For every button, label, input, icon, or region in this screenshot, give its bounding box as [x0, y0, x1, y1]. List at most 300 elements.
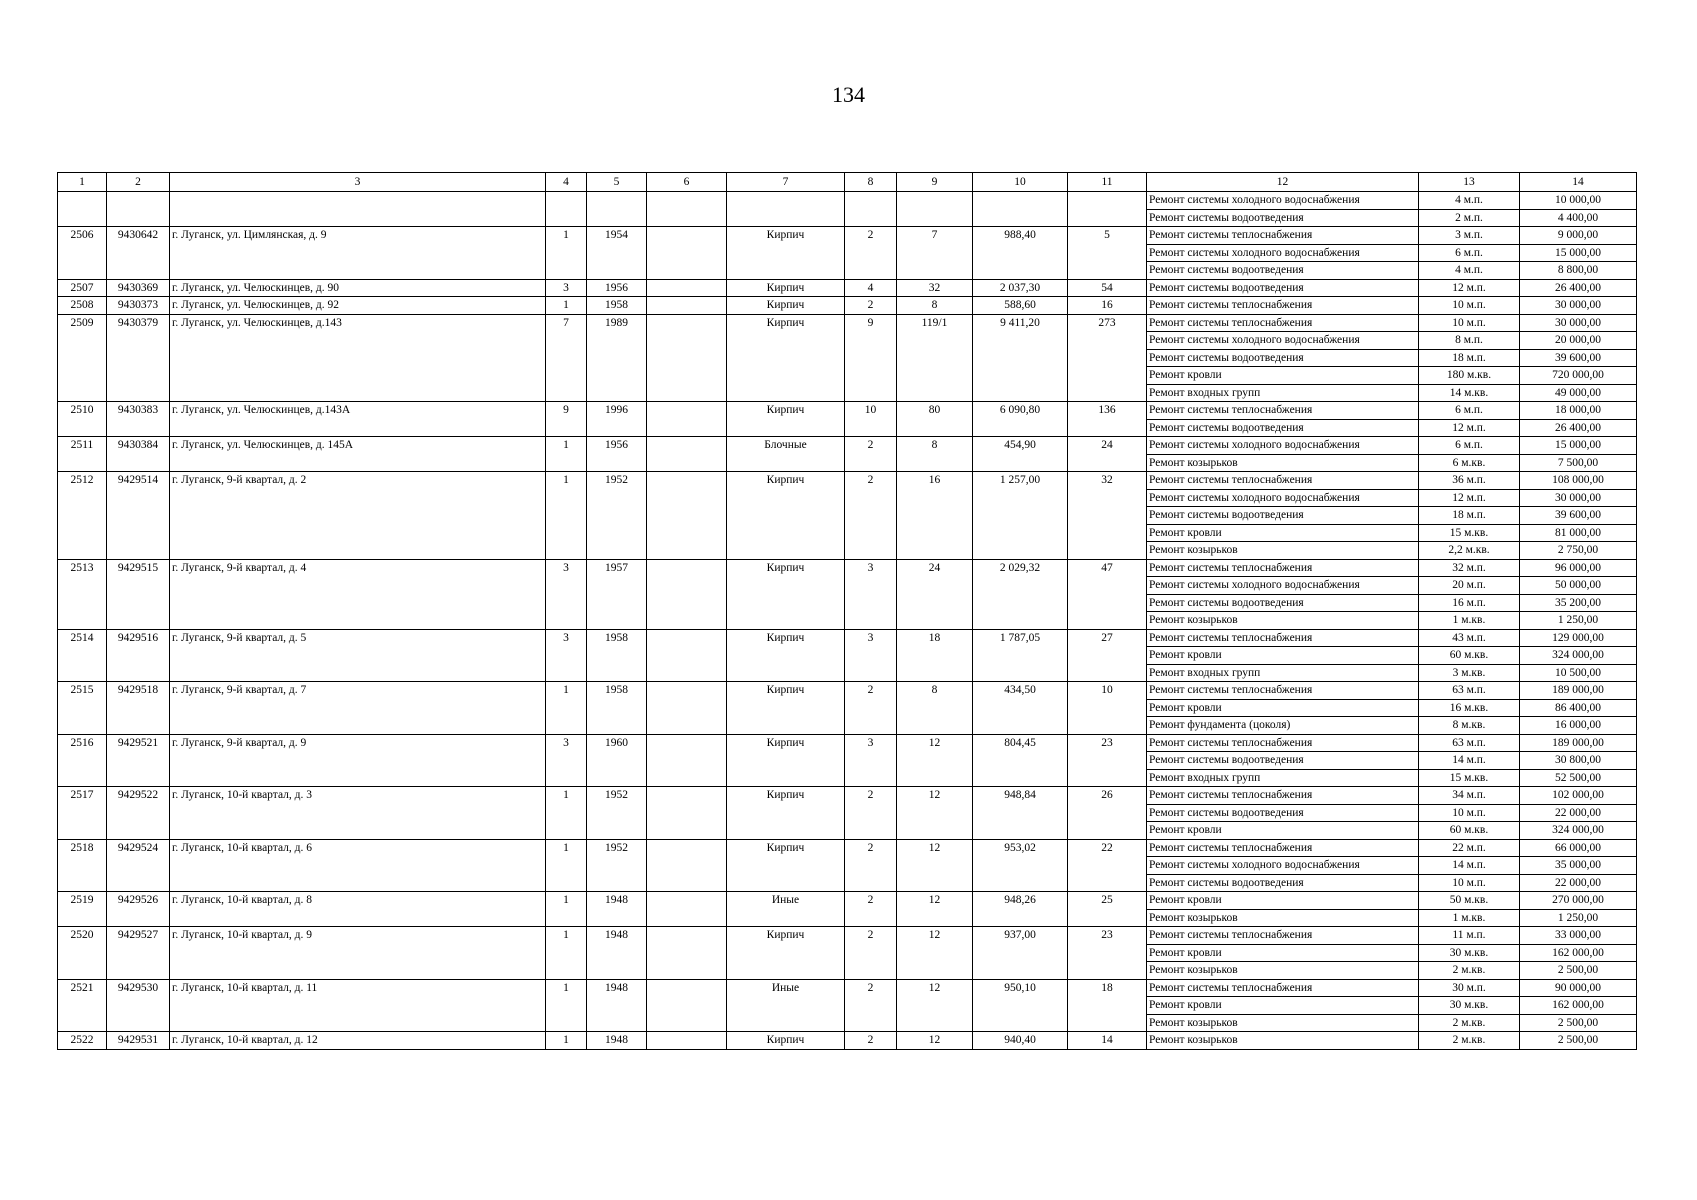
building-address: г. Луганск, 9-й квартал, д. 5	[170, 629, 546, 682]
record-number: 2513	[58, 559, 107, 629]
work-volume: 20 м.п.	[1419, 577, 1520, 595]
record-number: 2515	[58, 682, 107, 735]
work-type: Ремонт фундамента (цоколя)	[1147, 717, 1419, 735]
column-header: 8	[845, 173, 897, 192]
column-8-value: 2	[845, 1032, 897, 1050]
column-8-value: 2	[845, 787, 897, 840]
record-number: 2517	[58, 787, 107, 840]
building-area: 950,10	[973, 979, 1068, 1032]
work-cost: 30 000,00	[1520, 314, 1637, 332]
work-volume: 2 м.кв.	[1419, 1032, 1520, 1050]
work-cost: 52 500,00	[1520, 769, 1637, 787]
building-address: г. Луганск, ул. Челюскинцев, д. 145А	[170, 437, 546, 472]
building-address	[170, 192, 546, 227]
column-8-value	[845, 192, 897, 227]
work-volume: 14 м.п.	[1419, 857, 1520, 875]
work-type: Ремонт системы водоотведения	[1147, 279, 1419, 297]
work-cost: 189 000,00	[1520, 682, 1637, 700]
column-header: 12	[1147, 173, 1419, 192]
column-6-value	[647, 979, 727, 1032]
work-cost: 33 000,00	[1520, 927, 1637, 945]
building-code: 9429526	[107, 892, 170, 927]
work-cost: 26 400,00	[1520, 279, 1637, 297]
column-4-value: 1	[546, 297, 587, 315]
work-type: Ремонт системы водоотведения	[1147, 419, 1419, 437]
column-header: 7	[727, 173, 845, 192]
column-4-value: 1	[546, 927, 587, 980]
work-volume: 3 м.кв.	[1419, 664, 1520, 682]
construction-year: 1958	[587, 682, 647, 735]
building-code: 9429518	[107, 682, 170, 735]
column-11-value: 18	[1068, 979, 1147, 1032]
column-4-value: 1	[546, 979, 587, 1032]
column-11-value: 273	[1068, 314, 1147, 402]
work-volume: 3 м.п.	[1419, 227, 1520, 245]
work-volume: 10 м.п.	[1419, 804, 1520, 822]
column-4-value: 1	[546, 227, 587, 280]
building-code: 9429527	[107, 927, 170, 980]
building-area: 988,40	[973, 227, 1068, 280]
work-volume: 34 м.п.	[1419, 787, 1520, 805]
work-volume: 1 м.кв.	[1419, 612, 1520, 630]
work-type: Ремонт системы теплоснабжения	[1147, 839, 1419, 857]
record-number: 2518	[58, 839, 107, 892]
column-11-value: 14	[1068, 1032, 1147, 1050]
wall-material: Кирпич	[727, 402, 845, 437]
work-type: Ремонт системы теплоснабжения	[1147, 629, 1419, 647]
work-volume: 1 м.кв.	[1419, 909, 1520, 927]
record-number: 2519	[58, 892, 107, 927]
work-volume: 2 м.п.	[1419, 209, 1520, 227]
column-9-value: 80	[897, 402, 973, 437]
column-8-value: 3	[845, 629, 897, 682]
construction-year: 1958	[587, 297, 647, 315]
column-9-value: 8	[897, 297, 973, 315]
wall-material: Кирпич	[727, 787, 845, 840]
work-volume: 8 м.кв.	[1419, 717, 1520, 735]
building-code	[107, 192, 170, 227]
work-cost: 16 000,00	[1520, 717, 1637, 735]
work-type: Ремонт системы холодного водоснабжения	[1147, 857, 1419, 875]
construction-year: 1956	[587, 437, 647, 472]
building-code: 9429515	[107, 559, 170, 629]
work-type: Ремонт кровли	[1147, 699, 1419, 717]
building-address: г. Луганск, ул. Челюскинцев, д. 90	[170, 279, 546, 297]
column-6-value	[647, 892, 727, 927]
construction-year: 1952	[587, 787, 647, 840]
work-volume: 30 м.п.	[1419, 979, 1520, 997]
work-cost: 96 000,00	[1520, 559, 1637, 577]
column-8-value: 2	[845, 472, 897, 560]
work-type: Ремонт системы теплоснабжения	[1147, 559, 1419, 577]
column-9-value: 18	[897, 629, 973, 682]
building-code: 9429516	[107, 629, 170, 682]
column-9-value: 8	[897, 437, 973, 472]
construction-year: 1960	[587, 734, 647, 787]
building-area: 1 787,05	[973, 629, 1068, 682]
work-volume: 32 м.п.	[1419, 559, 1520, 577]
work-volume: 6 м.п.	[1419, 437, 1520, 455]
construction-year: 1956	[587, 279, 647, 297]
work-volume: 10 м.п.	[1419, 297, 1520, 315]
column-6-value	[647, 402, 727, 437]
column-6-value	[647, 1032, 727, 1050]
column-6-value	[647, 279, 727, 297]
work-type: Ремонт системы теплоснабжения	[1147, 402, 1419, 420]
table-row	[58, 192, 1637, 210]
work-type: Ремонт системы холодного водоснабжения	[1147, 192, 1419, 210]
work-cost: 20 000,00	[1520, 332, 1637, 350]
construction-year: 1948	[587, 1032, 647, 1050]
column-11-value: 23	[1068, 734, 1147, 787]
wall-material: Иные	[727, 979, 845, 1032]
work-cost: 15 000,00	[1520, 244, 1637, 262]
building-area: 1 257,00	[973, 472, 1068, 560]
work-volume: 18 м.п.	[1419, 507, 1520, 525]
column-11-value: 54	[1068, 279, 1147, 297]
building-code: 9430369	[107, 279, 170, 297]
construction-year	[587, 192, 647, 227]
building-address: г. Луганск, 10-й квартал, д. 12	[170, 1032, 546, 1050]
column-4-value: 1	[546, 787, 587, 840]
work-volume: 30 м.кв.	[1419, 944, 1520, 962]
work-volume: 6 м.п.	[1419, 244, 1520, 262]
building-address: г. Луганск, ул. Челюскинцев, д.143	[170, 314, 546, 402]
building-address: г. Луганск, ул. Цимлянская, д. 9	[170, 227, 546, 280]
wall-material: Кирпич	[727, 314, 845, 402]
work-cost: 26 400,00	[1520, 419, 1637, 437]
record-number: 2509	[58, 314, 107, 402]
work-cost: 30 000,00	[1520, 297, 1637, 315]
work-type: Ремонт входных групп	[1147, 384, 1419, 402]
column-4-value: 3	[546, 279, 587, 297]
column-9-value: 32	[897, 279, 973, 297]
table-row	[58, 927, 1637, 945]
work-volume: 6 м.п.	[1419, 402, 1520, 420]
work-type: Ремонт входных групп	[1147, 769, 1419, 787]
record-number: 2508	[58, 297, 107, 315]
column-number-row	[58, 173, 1637, 192]
work-cost: 129 000,00	[1520, 629, 1637, 647]
record-number: 2511	[58, 437, 107, 472]
work-type: Ремонт системы водоотведения	[1147, 874, 1419, 892]
construction-year: 1952	[587, 839, 647, 892]
building-area: 804,45	[973, 734, 1068, 787]
column-11-value: 27	[1068, 629, 1147, 682]
work-volume: 14 м.п.	[1419, 752, 1520, 770]
building-address: г. Луганск, 10-й квартал, д. 8	[170, 892, 546, 927]
work-type: Ремонт кровли	[1147, 822, 1419, 840]
column-6-value	[647, 297, 727, 315]
work-volume: 18 м.п.	[1419, 349, 1520, 367]
work-type: Ремонт козырьков	[1147, 542, 1419, 560]
column-header: 2	[107, 173, 170, 192]
column-8-value: 2	[845, 297, 897, 315]
record-number	[58, 192, 107, 227]
column-9-value: 7	[897, 227, 973, 280]
work-type: Ремонт козырьков	[1147, 1032, 1419, 1050]
work-type: Ремонт системы водоотведения	[1147, 507, 1419, 525]
wall-material: Кирпич	[727, 297, 845, 315]
column-4-value: 3	[546, 734, 587, 787]
building-address: г. Луганск, 9-й квартал, д. 9	[170, 734, 546, 787]
column-8-value: 3	[845, 559, 897, 629]
column-6-value	[647, 927, 727, 980]
record-number: 2506	[58, 227, 107, 280]
construction-year: 1996	[587, 402, 647, 437]
building-address: г. Луганск, 10-й квартал, д. 11	[170, 979, 546, 1032]
work-cost: 720 000,00	[1520, 367, 1637, 385]
work-cost: 2 750,00	[1520, 542, 1637, 560]
column-6-value	[647, 437, 727, 472]
work-cost: 66 000,00	[1520, 839, 1637, 857]
work-cost: 15 000,00	[1520, 437, 1637, 455]
work-type: Ремонт системы холодного водоснабжения	[1147, 437, 1419, 455]
column-9-value: 8	[897, 682, 973, 735]
building-address: г. Луганск, ул. Челюскинцев, д. 92	[170, 297, 546, 315]
column-header: 14	[1520, 173, 1637, 192]
wall-material: Блочные	[727, 437, 845, 472]
building-code: 9430384	[107, 437, 170, 472]
column-header: 3	[170, 173, 546, 192]
building-area: 434,50	[973, 682, 1068, 735]
record-number: 2507	[58, 279, 107, 297]
column-6-value	[647, 734, 727, 787]
column-8-value: 2	[845, 227, 897, 280]
work-type: Ремонт системы теплоснабжения	[1147, 979, 1419, 997]
work-cost: 324 000,00	[1520, 822, 1637, 840]
column-8-value: 10	[845, 402, 897, 437]
building-area: 2 037,30	[973, 279, 1068, 297]
work-cost: 2 500,00	[1520, 1014, 1637, 1032]
column-9-value: 119/1	[897, 314, 973, 402]
column-9-value: 12	[897, 892, 973, 927]
column-4-value: 3	[546, 559, 587, 629]
wall-material: Кирпич	[727, 682, 845, 735]
column-8-value: 2	[845, 839, 897, 892]
column-11-value: 24	[1068, 437, 1147, 472]
table-row	[58, 297, 1637, 315]
work-type: Ремонт козырьков	[1147, 454, 1419, 472]
column-4-value: 1	[546, 892, 587, 927]
work-volume: 4 м.п.	[1419, 192, 1520, 210]
building-area: 953,02	[973, 839, 1068, 892]
building-area: 937,00	[973, 927, 1068, 980]
work-volume: 63 м.п.	[1419, 734, 1520, 752]
column-9-value: 12	[897, 927, 973, 980]
work-type: Ремонт кровли	[1147, 892, 1419, 910]
work-volume: 50 м.кв.	[1419, 892, 1520, 910]
work-cost: 90 000,00	[1520, 979, 1637, 997]
work-cost: 30 000,00	[1520, 489, 1637, 507]
construction-year: 1957	[587, 559, 647, 629]
column-6-value	[647, 787, 727, 840]
work-type: Ремонт системы водоотведения	[1147, 804, 1419, 822]
table-row	[58, 227, 1637, 245]
work-cost: 8 800,00	[1520, 262, 1637, 280]
building-code: 9429522	[107, 787, 170, 840]
construction-year: 1952	[587, 472, 647, 560]
construction-year: 1954	[587, 227, 647, 280]
column-4-value: 1	[546, 839, 587, 892]
work-cost: 2 500,00	[1520, 962, 1637, 980]
work-volume: 14 м.кв.	[1419, 384, 1520, 402]
column-header: 1	[58, 173, 107, 192]
table-row	[58, 402, 1637, 420]
construction-year: 1989	[587, 314, 647, 402]
work-type: Ремонт системы теплоснабжения	[1147, 682, 1419, 700]
column-9-value	[897, 192, 973, 227]
column-9-value: 16	[897, 472, 973, 560]
column-8-value: 3	[845, 734, 897, 787]
column-8-value: 4	[845, 279, 897, 297]
column-11-value: 136	[1068, 402, 1147, 437]
column-11-value: 23	[1068, 927, 1147, 980]
record-number: 2520	[58, 927, 107, 980]
building-code: 9429524	[107, 839, 170, 892]
column-6-value	[647, 314, 727, 402]
work-type: Ремонт системы водоотведения	[1147, 209, 1419, 227]
work-volume: 22 м.п.	[1419, 839, 1520, 857]
column-9-value: 12	[897, 979, 973, 1032]
building-area	[973, 192, 1068, 227]
work-volume: 60 м.кв.	[1419, 822, 1520, 840]
work-type: Ремонт системы холодного водоснабжения	[1147, 577, 1419, 595]
column-8-value: 2	[845, 892, 897, 927]
work-type: Ремонт системы холодного водоснабжения	[1147, 244, 1419, 262]
building-code: 9429521	[107, 734, 170, 787]
column-11-value	[1068, 192, 1147, 227]
column-8-value: 2	[845, 979, 897, 1032]
work-type: Ремонт системы теплоснабжения	[1147, 227, 1419, 245]
work-volume: 8 м.п.	[1419, 332, 1520, 350]
work-type: Ремонт кровли	[1147, 647, 1419, 665]
column-6-value	[647, 682, 727, 735]
work-type: Ремонт кровли	[1147, 367, 1419, 385]
table-row	[58, 787, 1637, 805]
work-type: Ремонт системы водоотведения	[1147, 752, 1419, 770]
column-6-value	[647, 559, 727, 629]
work-cost: 35 200,00	[1520, 594, 1637, 612]
table-row	[58, 314, 1637, 332]
column-11-value: 10	[1068, 682, 1147, 735]
work-cost: 10 000,00	[1520, 192, 1637, 210]
work-volume: 10 м.п.	[1419, 874, 1520, 892]
table-row	[58, 472, 1637, 490]
column-header: 10	[973, 173, 1068, 192]
table-row	[58, 682, 1637, 700]
building-area: 948,26	[973, 892, 1068, 927]
work-cost: 162 000,00	[1520, 944, 1637, 962]
work-cost: 22 000,00	[1520, 874, 1637, 892]
building-area: 588,60	[973, 297, 1068, 315]
work-volume: 12 м.п.	[1419, 279, 1520, 297]
work-cost: 86 400,00	[1520, 699, 1637, 717]
work-type: Ремонт козырьков	[1147, 962, 1419, 980]
column-6-value	[647, 192, 727, 227]
wall-material: Кирпич	[727, 927, 845, 980]
work-type: Ремонт системы теплоснабжения	[1147, 734, 1419, 752]
column-4-value: 1	[546, 1032, 587, 1050]
work-cost: 35 000,00	[1520, 857, 1637, 875]
work-cost: 39 600,00	[1520, 349, 1637, 367]
column-6-value	[647, 839, 727, 892]
column-4-value: 7	[546, 314, 587, 402]
table-row	[58, 559, 1637, 577]
column-11-value: 47	[1068, 559, 1147, 629]
work-type: Ремонт кровли	[1147, 944, 1419, 962]
building-code: 9430379	[107, 314, 170, 402]
work-volume: 15 м.кв.	[1419, 769, 1520, 787]
column-4-value: 1	[546, 437, 587, 472]
building-code: 9430383	[107, 402, 170, 437]
work-type: Ремонт козырьков	[1147, 612, 1419, 630]
column-header: 11	[1068, 173, 1147, 192]
building-area: 2 029,32	[973, 559, 1068, 629]
wall-material: Кирпич	[727, 472, 845, 560]
work-cost: 50 000,00	[1520, 577, 1637, 595]
work-volume: 2 м.кв.	[1419, 1014, 1520, 1032]
work-cost: 2 500,00	[1520, 1032, 1637, 1050]
table-row	[58, 979, 1637, 997]
wall-material: Иные	[727, 892, 845, 927]
record-number: 2512	[58, 472, 107, 560]
work-volume: 180 м.кв.	[1419, 367, 1520, 385]
work-type: Ремонт системы водоотведения	[1147, 349, 1419, 367]
construction-year: 1948	[587, 892, 647, 927]
building-area: 6 090,80	[973, 402, 1068, 437]
column-9-value: 12	[897, 839, 973, 892]
record-number: 2521	[58, 979, 107, 1032]
building-address: г. Луганск, ул. Челюскинцев, д.143А	[170, 402, 546, 437]
work-volume: 10 м.п.	[1419, 314, 1520, 332]
column-header: 4	[546, 173, 587, 192]
column-4-value: 9	[546, 402, 587, 437]
building-area: 940,40	[973, 1032, 1068, 1050]
work-cost: 1 250,00	[1520, 612, 1637, 630]
wall-material: Кирпич	[727, 734, 845, 787]
work-type: Ремонт системы теплоснабжения	[1147, 787, 1419, 805]
table-body	[58, 192, 1637, 1050]
repair-program-table	[57, 172, 1637, 1050]
column-11-value: 22	[1068, 839, 1147, 892]
work-volume: 60 м.кв.	[1419, 647, 1520, 665]
table-row	[58, 1032, 1637, 1050]
wall-material: Кирпич	[727, 279, 845, 297]
work-volume: 2 м.кв.	[1419, 962, 1520, 980]
work-cost: 108 000,00	[1520, 472, 1637, 490]
work-cost: 4 400,00	[1520, 209, 1637, 227]
work-volume: 16 м.п.	[1419, 594, 1520, 612]
wall-material: Кирпич	[727, 227, 845, 280]
table-row	[58, 734, 1637, 752]
work-type: Ремонт системы водоотведения	[1147, 262, 1419, 280]
column-8-value: 2	[845, 927, 897, 980]
work-cost: 81 000,00	[1520, 524, 1637, 542]
column-6-value	[647, 227, 727, 280]
work-type: Ремонт козырьков	[1147, 909, 1419, 927]
work-type: Ремонт системы холодного водоснабжения	[1147, 332, 1419, 350]
column-4-value: 3	[546, 629, 587, 682]
column-9-value: 12	[897, 734, 973, 787]
building-area: 454,90	[973, 437, 1068, 472]
work-cost: 39 600,00	[1520, 507, 1637, 525]
work-volume: 36 м.п.	[1419, 472, 1520, 490]
building-address: г. Луганск, 10-й квартал, д. 3	[170, 787, 546, 840]
building-code: 9430642	[107, 227, 170, 280]
work-cost: 270 000,00	[1520, 892, 1637, 910]
work-cost: 7 500,00	[1520, 454, 1637, 472]
